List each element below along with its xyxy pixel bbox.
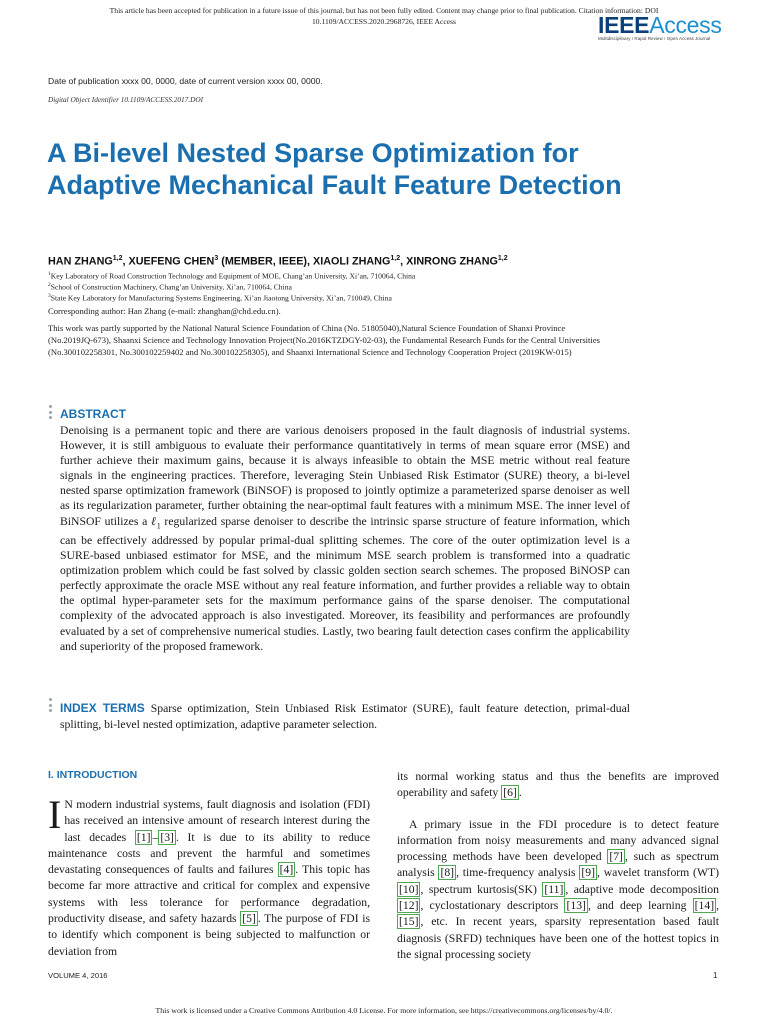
affiliation-marker: 3 [48,293,51,299]
paragraph-text: , such as spectrum analysis [397,850,720,880]
paragraph-text: , adaptive mode decomposition [565,882,719,896]
intro-paragraph-1 [48,792,371,960]
author-affiliation-marker: 3 [214,255,219,262]
paragraph-text: . [518,786,522,800]
section-dots-icon [49,698,52,715]
paragraph-text: N modern industrial systems, fault diagnosis and isolation (FDI) has received an intensive amount of research interest during the last decades [64,798,370,844]
author-name: XIAOLI ZHANG [313,255,391,268]
paragraph-text: , cyclostationary descriptors [420,899,565,913]
abstract-text [60,423,630,654]
affiliation-text: School of Construction Machinery, Chang’an University, Xi’an, 710064, China [50,282,292,292]
index-terms [60,700,630,733]
corresponding-author: Corresponding author: Han Zhang (e-mail: zhanghan@chd.edu.cn). [48,306,281,316]
author-name: HAN ZHANG [48,255,113,268]
footer-volume: VOLUME 4, 2016 [48,971,108,980]
index-terms-text: Sparse optimization, Stein Unbiased Risk Estimator (SURE), fault feature detection, primal-dual splitting, bi-level nested optimization, adaptive parameter selection. [60,702,631,731]
publication-date-line: Date of publication xxxx 00, 0000, date of current version xxxx 00, 0000. [48,76,323,86]
paper-title: A Bi-level Nested Sparse Optimization for Adaptive Mechanical Fault Feature Detection [47,138,622,200]
citation-link[interactable]: [10] [399,882,419,896]
paragraph-text: – [152,830,159,844]
citation-link[interactable]: [3] [160,830,174,844]
citation-link[interactable]: [4] [279,863,294,877]
intro-paragraph-2 [397,817,719,964]
citation-link[interactable]: [6] [503,786,517,800]
paragraph-text: A primary issue in the FDI procedure is to detect feature information from noisy measurements and many advanced signal processing methods have been developed [397,817,719,864]
citation-link[interactable]: [9] [581,866,596,880]
publication-notice-line-2: 10.1109/ACCESS.2020.2968726, IEEE Access [312,17,456,26]
license-notice: This work is licensed under a Creative Commons Attribution 4.0 License. For more information, see https://creativecommons.org/licenses/by/4.0/. [155,1006,613,1015]
introduction-heading: I. INTRODUCTION [48,769,138,781]
citation-link[interactable]: [11] [544,882,564,896]
doi-line: Digital Object Identifier 10.1109/ACCESS.2017.DOI [48,95,204,104]
intro-left-column [48,792,371,960]
abstract-text-part-1: Denoising is a permanent topic and there are various denoisers proposed in the fault diagnosis of industrial systems. However, it is still ambiguous to evaluate their performance quantitatively in terms of mean square error (MSE) and further achieve their maximum gains, because it is always infeasible to obtain the MSE metric without real feature signals in the engineering practices. Therefore, leveraging Stein Unbiased Risk Estimator (SURE) theory, a bi-level nested sparse optimization framework (BiNSOF) is proposed to jointly optimize a parameterized sparse denoiser as well as its regularization parameter, further obtaining the near-optimal fault features with a minimum MSE. The inner level of BiNSOF utilizes a [60,424,630,528]
paragraph-text: , wavelet transform (WT) [597,866,720,880]
affiliation-marker: 1 [48,271,51,277]
l1-norm-symbol: ℓ [151,514,157,528]
logo-tagline: Multidisciplinary ⁝ Rapid Review ⁝ Open Access Journal [598,36,711,41]
citation-link[interactable]: [12] [399,899,419,913]
author-list [48,255,738,268]
ieee-access-logo [598,12,722,42]
paragraph-text: its normal working status and thus the benefits are improved operability and safety [397,770,719,800]
author-affiliation-marker: 1,2 [112,255,123,262]
author-separator: , [400,255,407,268]
l1-norm-subscript: 1 [156,520,161,530]
section-dots-icon [49,405,52,422]
paragraph-text: . The purpose of FDI is to identify which component is being subjected to malfunction or deviation from [48,912,371,958]
citation-link[interactable]: [1] [136,830,151,844]
author-separator: (MEMBER, IEEE), [218,255,313,268]
citation-link[interactable]: [5] [242,912,256,926]
affiliation-marker: 2 [48,282,51,288]
funding-statement: This work was partly supported by the National Natural Science Foundation of China (No. 51805040),Natural Science Foundation of Shanxi Province (No.2019JQ-673), Shaanxi Science and Technology Innovation Project(No.2016KTZDGY-02-03), the Fundamental Research Funds for the Central Universities (No.300102258301, No.300102259402 and No.300102258305), and Shaanxi International Science and Technology Cooperation Project (2019KW-015) [48,323,600,357]
author-affiliation-marker: 1,2 [390,255,401,262]
logo-access-text: Access [649,12,722,38]
abstract-heading: ABSTRACT [60,407,126,421]
paragraph-text: , and deep learning [587,899,693,913]
citation-link[interactable]: [13] [566,899,586,913]
paragraph-text: . It is due to its ability to reduce maintenance costs and prevent the harmful and sometimes devastating consequences of faults and failures [48,830,371,877]
publication-notice-line-1: This article has been accepted for publication in a future issue of this journal, but has not been fully edited. Content may change prior to final publication. Citation information: DOI [109,6,659,15]
intro-right-column [397,769,719,963]
citation-link[interactable]: [15] [399,915,419,929]
affiliation-text: State Key Laboratory for Manufacturing Systems Engineering, Xi’an Jiaotong University, Xi’an, 710049, China [50,293,392,303]
intro-paragraph-continued [397,769,719,802]
author-name: XUEFENG CHEN [128,255,215,268]
author-name: XINRONG ZHANG [406,255,498,268]
citation-link[interactable]: [8] [440,866,455,880]
paragraph-text: , etc. In recent years, sparsity representation based fault diagnosis (SRFD) techniques have been one of the hottest topics in the signal processing society [397,915,719,961]
drop-cap: I [48,792,62,837]
author-separator: , [122,255,129,268]
logo-ieee-text: IEEE [598,12,650,38]
author-affiliation-marker: 1,2 [497,255,508,262]
citation-link[interactable]: [14] [694,899,715,913]
citation-link[interactable]: [7] [609,850,623,864]
index-terms-heading: INDEX TERMS [60,701,145,715]
paragraph-text: , time-frequency analysis [456,866,580,880]
paragraph-text: , [716,899,720,913]
affiliation-text: Key Laboratory of Road Construction Technology and Equipment of MOE, Chang’an University, Xi’an, 710064, China [50,271,416,281]
affiliation-item [48,291,738,304]
abstract-text-part-2: regularized sparse denoiser to describe the intrinsic sparse structure of feature information, which can be effectively addressed by popular primal-dual splitting schemes. The core of the outer optimization level is a SURE-based unbiased estimator for MSE, and the minimum MSE search problem is transformed into a quadratic optimization problem which could be fast solved by classic golden section search schemes. The proposed BiNOSP can perfectly approximate the oracle MSE without any real feature information, and further provides a reliable way to obtain the optimal hyper-parameter sets for the maximum performance gains of the sparse denoiser. The computational complexity of the advocated approach is also investigated. Moreover, its feasibility and performances are profoundly evaluated by a set of comprehensive numerical studies. Lastly, two bearing fault detection cases confirm the applicability and superiority of the proposed framework. [60,514,630,653]
page-number: 1 [713,971,718,980]
paragraph-text: . This topic has become far more attractive and critical for complex and expensive systems with less tolerance for performance degradation, productivity disease, and safety hazards [48,863,370,926]
paragraph-text: , spectrum kurtosis(SK) [420,882,543,896]
